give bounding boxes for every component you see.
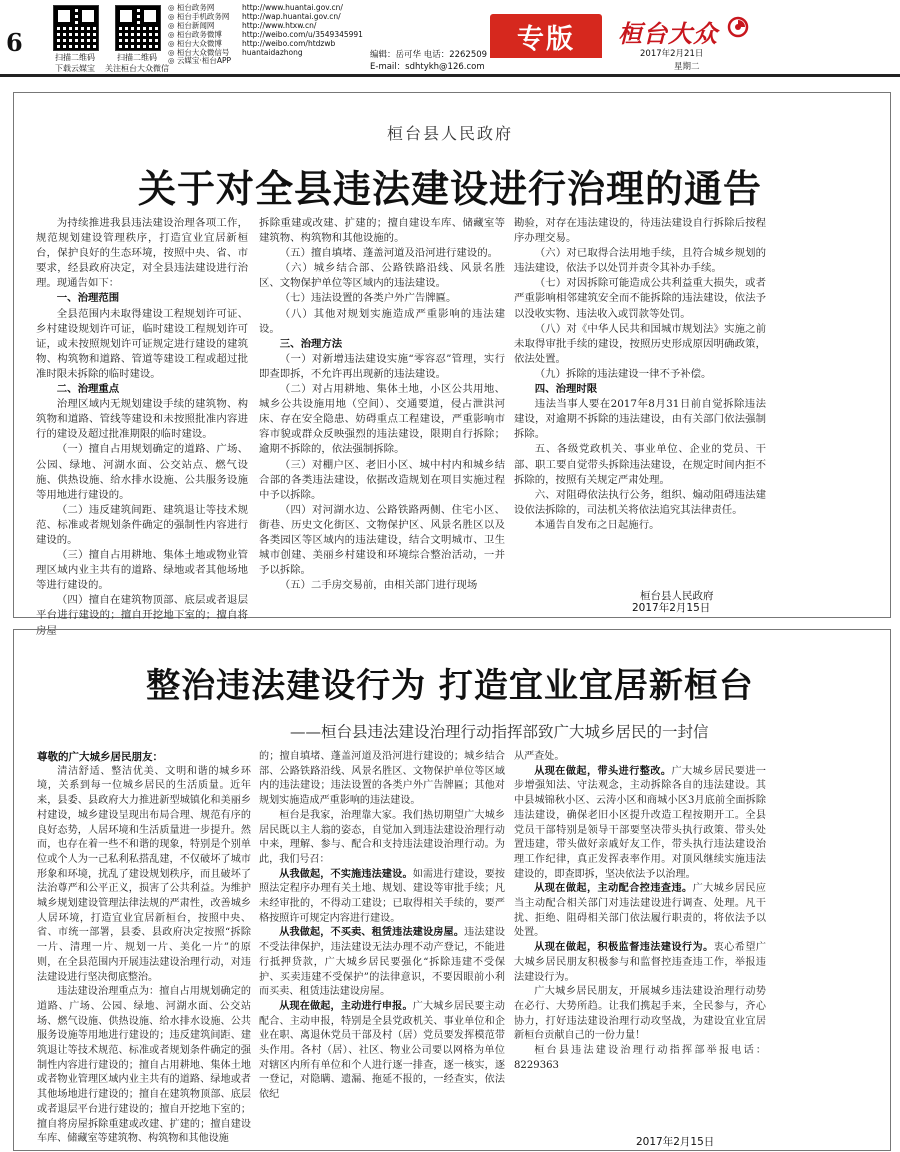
paragraph	[37, 985, 251, 1147]
paragraph	[514, 985, 766, 1044]
paragraph: （八）其他对规划实施造成严重影响的违法建设。	[259, 307, 505, 335]
qr-caption-right	[102, 52, 172, 74]
media-url[interactable]: http://weibo.com/htdzwb	[242, 38, 336, 48]
paragraph	[259, 750, 505, 809]
issue-date: 2017年2月21日	[640, 49, 704, 59]
paragraph-text: 如需进行建设，要按照法定程序办理有关土地、规划、建设等审批手续；凡未经审批的，不得动工建设；已取得相关手续的，要严格按照许可规定内容进行建设。	[259, 868, 506, 924]
paragraph: （六）对已取得合法用地手续，且符合城乡规划的违法建设，依法予以处罚并责令其补办手续。	[514, 247, 766, 275]
paragraph-text: 衷心希望广大城乡居民朋友积极参与和监督控违查违工作，举报违法建设行为。	[514, 942, 767, 983]
paragraph-text: 桓台是我家，治理靠大家。我们热切期望广大城乡居民既以主人翁的姿态，自觉加入到违法建设治理行动中来，理解、参与、配合和支持违法建设治理行动。为此，我们号召：	[259, 809, 505, 865]
qr-caption-left	[40, 52, 110, 74]
paragraph-text: 广大城乡居民朋友，开展城乡违法建设治理行动势在必行、大势所趋。让我们携起手来，全民参与，齐心协力，打好违法建设治理行动攻坚战，为建设宜业宜居新桓台贡献自己的一份力量！	[514, 986, 766, 1042]
letter-column-1	[37, 750, 251, 1146]
paragraph-lead: 从现在做起，积极监督违法建设行为。	[534, 942, 714, 954]
paragraph-text: 广大城乡居民应当主动配合相关部门对违法建设进行调查、处理。凡干扰、拒绝、阻碍相关部门依法履行职责的，将依法予以处置。	[514, 883, 767, 939]
section-heading: 二、治理重点	[56, 383, 120, 396]
paragraph	[514, 765, 766, 883]
paragraph: （一）擅自占用规划确定的道路、广场、公园、绿地、河湖水面、公交站点、燃气设施、供热设施、给水排水设施、公共服务设施等用地进行建设的。	[36, 443, 248, 501]
paragraph: （三）对棚户区、老旧小区、城中村内和城乡结合部的各类违法建设，依据改造规划在项目实施过程中予以拆除。	[259, 458, 505, 501]
paragraph: （八）对《中华人民共和国城市规划法》实施之前未取得审批手续的建设，按照历史形成原因明确政策，依法处置。	[514, 322, 766, 365]
paragraph	[514, 941, 766, 985]
media-url[interactable]: http://www.htxw.cn/	[242, 20, 317, 30]
paragraph-lead: 从现在做起，主动配合控违查违。	[534, 883, 693, 895]
masthead-divider	[0, 74, 900, 77]
paragraph	[514, 750, 766, 765]
paragraph: 治理区域内无规划建设手续的建筑物、构筑物和道路、管线等建设和未按照批准内容进行的建设及超过批准期限的临时建设。	[36, 398, 248, 441]
paragraph-text: 违法建设不受法律保护，违法建设无法办理不动产登记，不能进行抵押贷款，广大城乡居民要强化“拆除违建不受保护、买卖违建不受保护”的法律意识，不要因眼前小利而买卖、租赁违法建设房屋。	[259, 927, 506, 998]
media-link[interactable]: ◎ 桓台大众微信号	[168, 47, 230, 57]
paragraph: （二）对占用耕地、集体土地，小区公共用地、城乡公共设施用地（空间）、交通要道，侵占泄洪河床、存在安全隐患、妨碍重点工程建设，严重影响市容市貌或群众反映强烈的违法建设，限期自行拆除；逾期不拆除的，依法强制拆除。	[259, 383, 505, 456]
paragraph: （二）违反建筑间距、建筑退让等技术规范、标准或者规划条件确定的强制性内容进行建设的。	[36, 503, 248, 546]
media-link[interactable]: ◎ 桓台大众微博	[168, 38, 222, 48]
paragraph-text: 桓台县违法建设治理行动指挥部举报电话：8229363	[514, 1045, 766, 1071]
qr-caption-left-line2: 下载云媒宝	[55, 64, 95, 73]
qr-caption-right-line1: 扫描二维码	[117, 53, 157, 62]
paragraph: 为持续推进我县违法建设治理各项工作，规范规划建设管理秩序，打造宜业宜居新桓台，保护良好的生态环境，按照中央、省、市要求，经县政府决定，对全县违法建设进行治理。现通告如下：	[36, 217, 248, 290]
paragraph-text: 的；擅自填堵、蓬盖河道及沿河进行建设的；城乡结合部、公路铁路沿线、风景名胜区、文物保护单位等区域内的违法建设；违法设置的各类户外广告牌匾；其他对规划实施造成严重影响的违法建设。	[259, 751, 505, 807]
notice-column-3	[514, 216, 766, 576]
paragraph	[259, 868, 505, 927]
paragraph: 违法当事人要在2017年8月31日前自觉拆除违法建设，对逾期不拆除的违法建设，由有关部门依法强制拆除。	[514, 398, 766, 441]
editor-email: E-mail：sdhtykh@126.com	[370, 62, 485, 72]
paragraph-lead: 从我做起，不实施违法建设。	[279, 868, 413, 880]
media-link[interactable]: ◎ 桓台政务网	[168, 3, 215, 12]
qr-code-download-icon	[53, 5, 99, 51]
letter-column-3	[514, 750, 766, 1100]
paragraph: （一）对新增违法建设实施“零容忍”管理，实行即查即拆，不允许再出现新的违法建设。	[259, 352, 505, 380]
media-url[interactable]: http://weibo.com/u/3549345991	[242, 29, 363, 39]
letter-greeting: 尊敬的广大城乡居民朋友：	[37, 751, 163, 763]
qr-code-wechat-icon	[115, 5, 161, 51]
media-url[interactable]: huantaidazhong	[242, 47, 303, 57]
letter-subtitle: ——桓台县违法建设治理行动指挥部致广大城乡居民的一封信	[290, 723, 709, 741]
media-link[interactable]: ◎ 桓台新闻网	[168, 20, 215, 30]
issue-weekday: 星期二	[674, 62, 700, 72]
editor-info: 编辑：岳可华 电话：2262509	[370, 50, 488, 60]
paragraph-text: 清洁舒适、整洁优美、文明和谐的城乡环境，关系到每一位城乡居民的生活质量。近年来，县委、县政府大力推进新型城镇化和美丽乡村建设，城乡建设呈现出布局合理、规范有序的良好态势，人居环境和生活质量进一步提升。然而，也存在着一些不和谐的现象，特别是个别单位或个人为一己私利私搭乱建，不仅破坏了城市形象和环境，扰乱了建设规划秩序，而且破坏了法治尊严和公平正义，损害了公共利益。为维护城乡规划建设管理法律法规的严肃性，改善城乡人居环境，打造宜业宜居新桓台，按照中央、省、市统一部署，县委、县政府决定按照“拆除一片、清理一片、规划一片、美化一片”的原则，在全县范围内开展违法建设治理行动，对违法建设进行坚决彻底整治。	[37, 765, 251, 983]
section-heading: 一、治理范围	[56, 292, 120, 305]
paragraph	[259, 926, 505, 1000]
paragraph	[37, 765, 251, 986]
section-heading: 三、治理方法	[279, 337, 343, 350]
qr-caption-right-line2: 关注桓台大众微信	[105, 64, 169, 73]
letter-column-1-body	[37, 765, 251, 1147]
media-link[interactable]: ◎ 桓台手机政务网	[168, 11, 230, 21]
paragraph: （五）二手房交易前，由相关部门进行现场	[279, 579, 478, 592]
media-url-list	[242, 4, 363, 57]
paragraph-lead: 从我做起，不买卖、租赁违法建设房屋。	[279, 927, 465, 939]
newspaper-brand: 桓台大众	[618, 19, 718, 48]
paragraph: （四）对河湖水边、公路铁路两侧、住宅小区、街巷、历史文化街区、文物保护区、风景名胜区以及各类园区等区域内的违法建设，结合文明城市、卫生城市创建、美丽乡村建设和环境综合整治活动，一并予以拆除。	[259, 503, 505, 577]
paragraph-text: 广大城乡居民要主动配合、主动申报，特别是全县党政机关、事业单位和企业在职、离退休党员干部及村（居）党员要发挥模范带头作用。各村（居）、社区、物业公司要以网格为单位对辖区内所有单位和个人进行逐一排查，逐一核实，逐一登记，对隐瞒、遗漏、拖延不报的，一经查实，依法依纪	[259, 1000, 506, 1101]
paragraph	[259, 1000, 505, 1103]
paragraph-lead: 从现在做起，带头进行整改。	[534, 765, 672, 777]
media-link-list	[168, 4, 231, 66]
notice-column-1	[36, 216, 248, 637]
paragraph: 勘验，对存在违法建设的，待违法建设自行拆除后按程序办理交易。	[514, 217, 766, 245]
paragraph-lead: 从现在做起，主动进行申报。	[279, 1000, 413, 1012]
paragraph: （六）城乡结合部、公路铁路沿线、风景名胜区、文物保护单位等区域内的违法建设。	[259, 262, 505, 290]
paragraph: （三）擅自占用耕地、集体土地或物业管理区域内业主共有的道路、绿地或者其他场地等进行建设的。	[36, 549, 248, 592]
paragraph	[259, 809, 505, 868]
paragraph: （七）违法设置的各类户外广告牌匾。	[279, 292, 457, 305]
media-link[interactable]: ◎ 云媒宝·桓台APP	[168, 56, 231, 66]
page-number: 6	[6, 28, 23, 57]
paragraph	[514, 1044, 766, 1073]
brand-logo-icon	[727, 16, 749, 38]
notice-issuer: 桓台县人民政府	[386, 124, 513, 143]
notice-column-2	[259, 216, 505, 612]
paragraph-text: 违法建设治理重点为：擅自占用规划确定的道路、广场、公园、绿地、河湖水面、公交站场、燃气设施、供热设施、给水排水设施、公共服务设施等用地进行建设的；违反建筑间距、建筑退让等技术规范、标准或者规划条件确定的强制性内容进行建设的；擅自占用耕地、集体土地或者物业管理区域内业主共有的道路、绿地或者其他场地进行建设的；擅自在建筑物顶部、底层或者退层平台进行建设的；擅自开挖地下室的；擅自将房屋拆除重建或改建、扩建的；擅自建设车库、储藏室等建筑物、构筑物和其他设施	[37, 986, 251, 1145]
paragraph: （七）对因拆除可能造成公共利益重大损失，或者严重影响相邻建筑安全而不能拆除的违法建设，依法予以没收实物、违法收入或罚款等处罚。	[514, 277, 766, 320]
letter-column-2	[259, 750, 505, 1146]
paragraph: 本通告自发布之日起施行。	[534, 518, 660, 531]
paragraph: 全县范围内未取得建设工程规划许可证、乡村建设规划许可证，临时建设工程规划许可证，或未按照规划许可证规定进行建设的建筑物、构筑物和道路、管道等建设工程或超过批准时限未拆除的临时建设。	[36, 307, 248, 380]
paragraph: 五、各级党政机关、事业单位、企业的党员、干部、职工要自觉带头拆除违法建设，在规定时间内拒不拆除的，按照有关规定严肃处理。	[514, 443, 766, 486]
section-tab: 专版	[490, 14, 602, 58]
paragraph: 拆除重建或改建、扩建的；擅自建设车库、储藏室等建筑物、构筑物和其他设施的。	[259, 217, 505, 245]
letter-title: 整治违法建设行为 打造宜业宜居新桓台	[146, 666, 754, 706]
paragraph: （四）擅自在建筑物顶部、底层或者退层平台进行建设的；擅自开挖地下室的；擅自将房屋	[36, 594, 248, 637]
media-url[interactable]: http://www.huantai.gov.cn/	[242, 3, 343, 12]
paragraph-text: 从严查处。	[514, 751, 565, 762]
letter-date: 2017年2月15日	[636, 1136, 715, 1148]
paragraph-text: 广大城乡居民要进一步增强知法、守法观念，主动拆除各自的违法建设。其中县城锦秋小区、云涛小区和商城小区3月底前全面拆除违法建设，确保老旧小区提升改造工程按期开工。全县党员干部特别是领导干部要坚决带头执行政策、带头处置违建，带头做好亲戚好友工作，带头执行违法建设治理工作纪律，真正发挥表率作用。对顶风继续实施违法建设的，即查即拆，坚决依法予以治理。	[514, 765, 767, 880]
paragraph: （九）拆除的违法建设一律不予补偿。	[534, 367, 712, 380]
paragraph: （五）擅自填堵、蓬盖河道及沿河进行建设的。	[279, 247, 498, 260]
paragraph: 六、对阻碍依法执行公务，组织、煽动阻碍违法建设依法拆除的，司法机关将依法追究其法律责任。	[514, 488, 766, 516]
paragraph	[514, 882, 766, 941]
media-url[interactable]: http://wap.huantai.gov.cn/	[242, 11, 341, 21]
section-heading: 四、治理时限	[534, 383, 598, 396]
notice-title: 关于对全县违法建设进行治理的通告	[137, 166, 762, 211]
qr-caption-left-line1: 扫描二维码	[55, 53, 95, 62]
notice-signature-date: 2017年2月15日	[632, 602, 711, 614]
notice-signature-org: 桓台县人民政府	[640, 590, 714, 602]
media-link[interactable]: ◎ 桓台政务微博	[168, 29, 222, 39]
